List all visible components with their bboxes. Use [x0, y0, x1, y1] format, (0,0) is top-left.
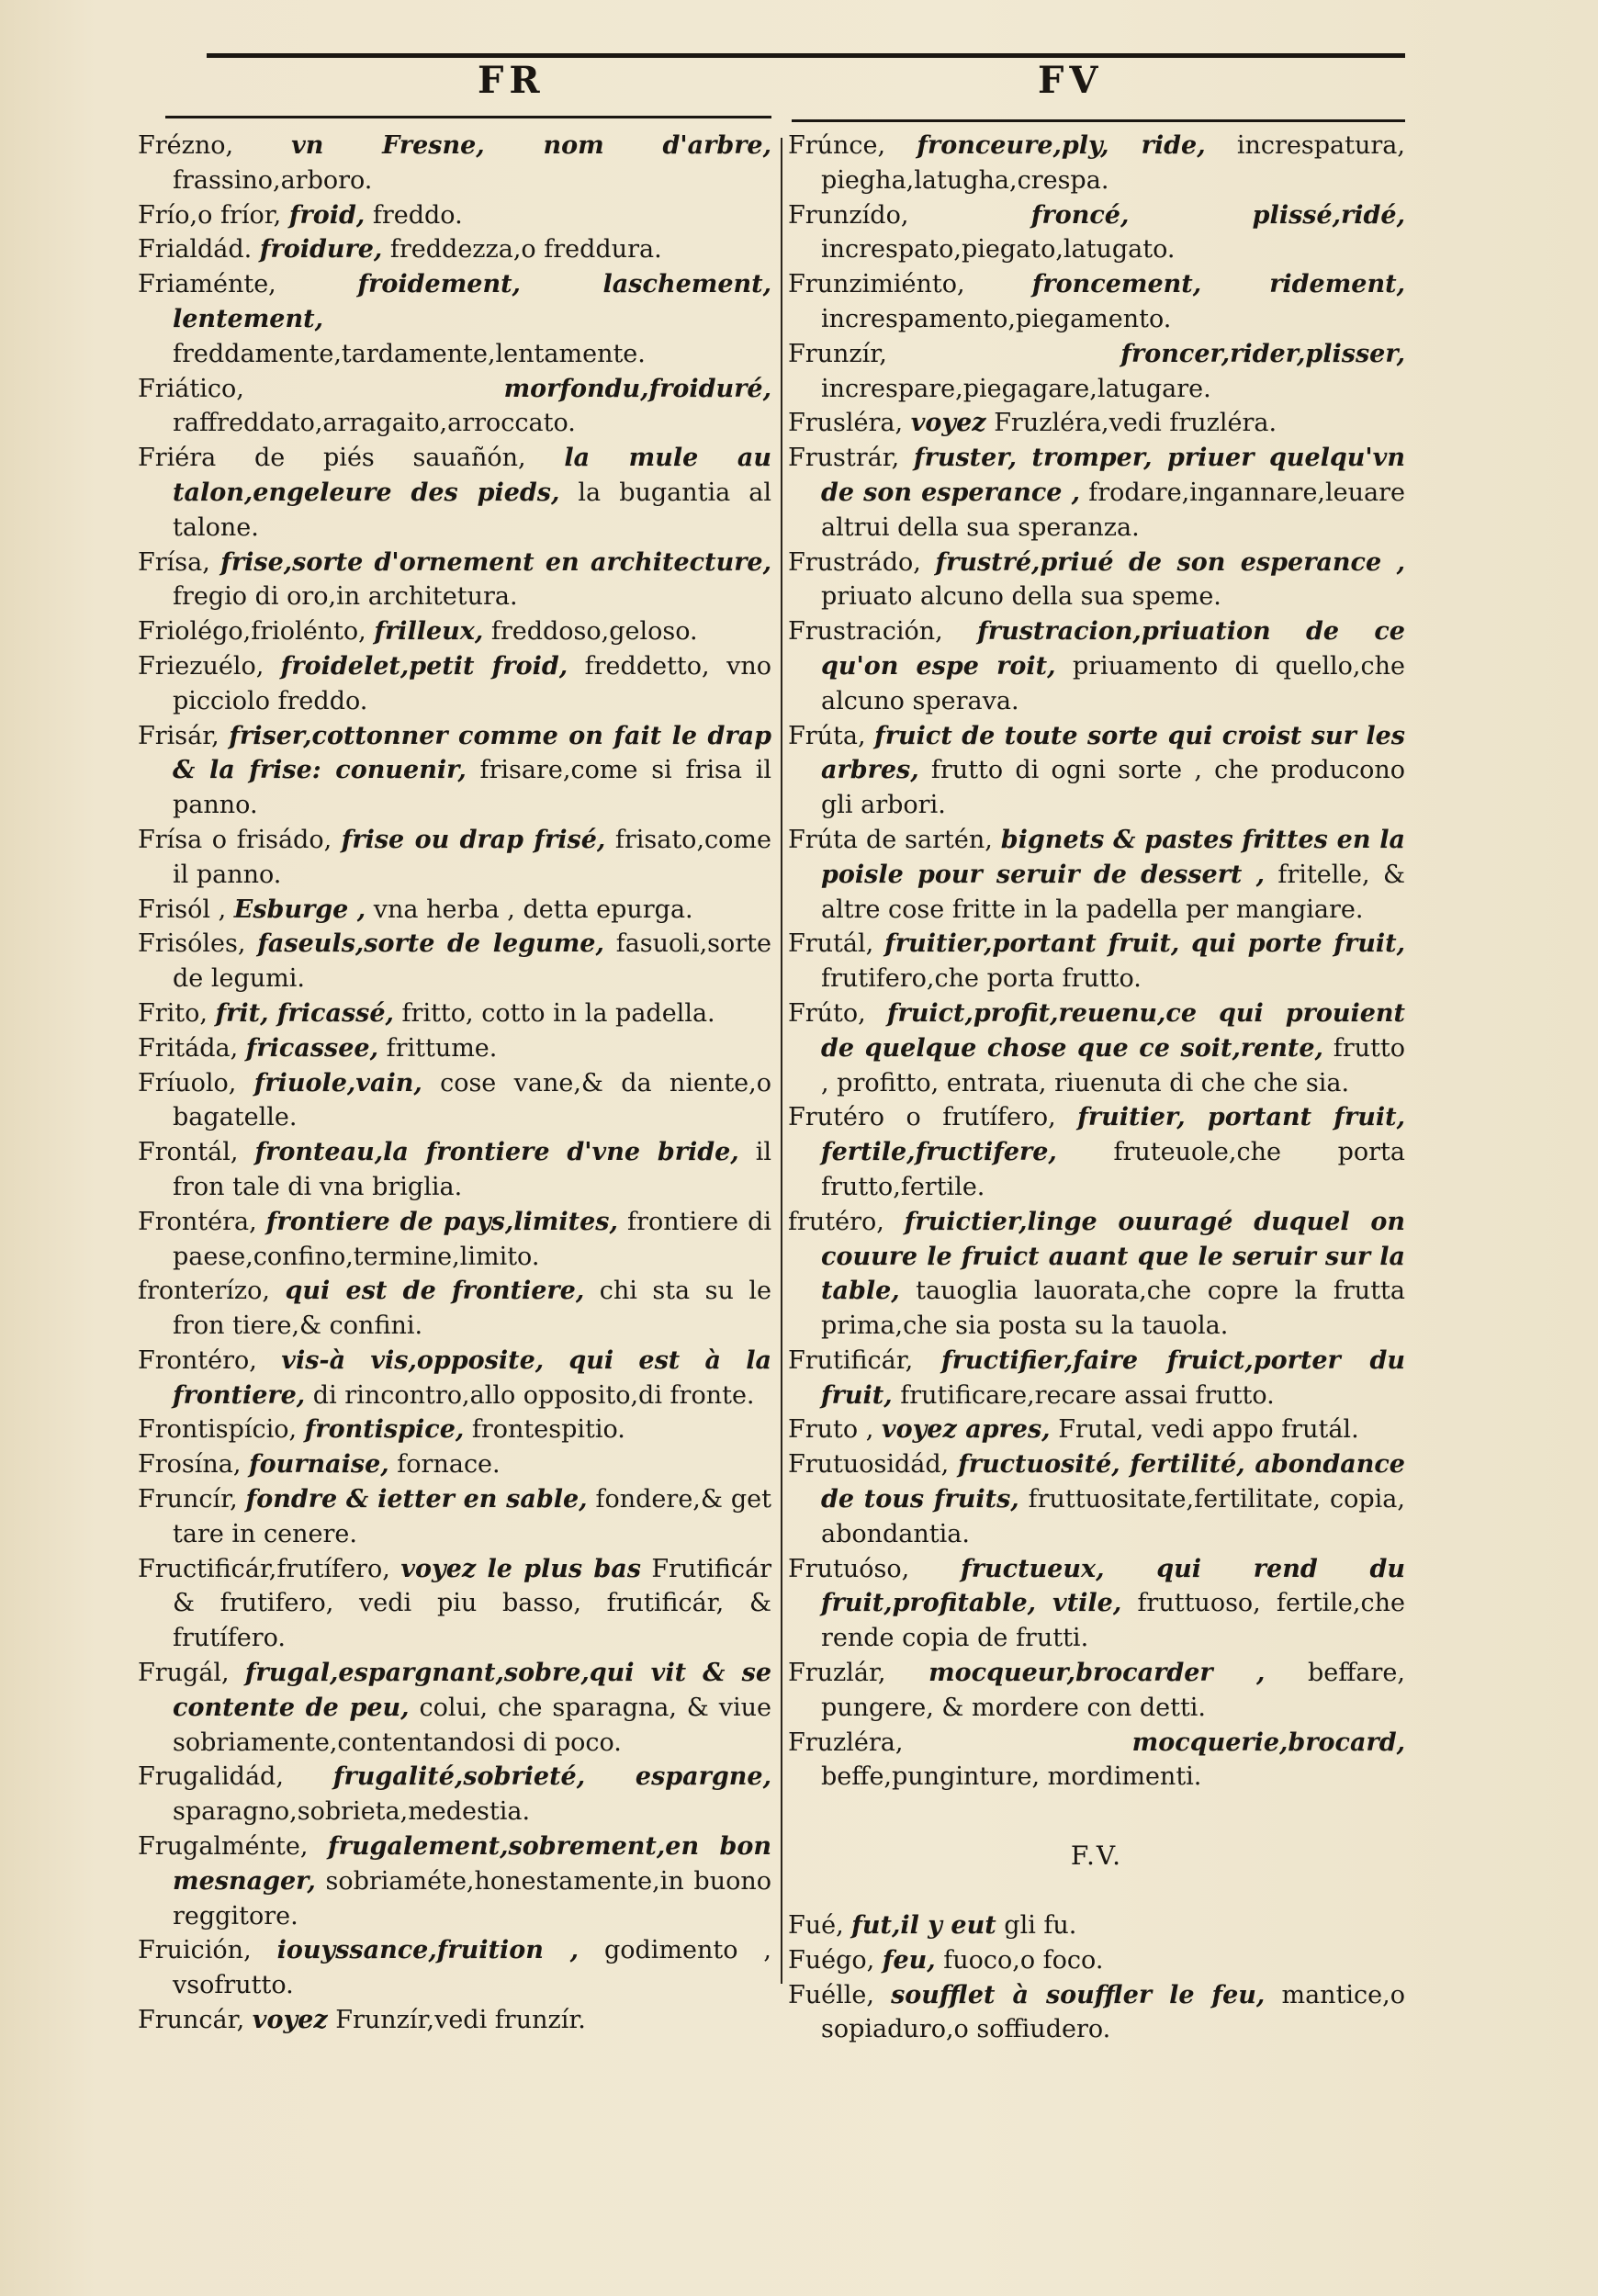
entry-french: morfondu,froiduré,: [503, 374, 771, 403]
entry-italian: vna herba , detta epurga.: [373, 895, 693, 924]
entry-french: faseuls,sorte de legume,: [257, 929, 604, 959]
dictionary-entry: [788, 927, 1405, 996]
dictionary-entry: [788, 1344, 1405, 1413]
entry-french: frugal,espargnant,sobre,qui vit & se contente de peu,: [173, 1659, 771, 1722]
entry-headword: Fruzlár,: [788, 1659, 886, 1688]
entry-headword: Frúnce,: [788, 131, 886, 160]
section-heading: F.V.: [1070, 1840, 1123, 1872]
entry-italian: Frutificár & frutifero, vedi piu basso, frutificár, & frutífero.: [173, 1554, 771, 1653]
left-head-rule: [165, 116, 771, 118]
entry-italian: fritto, cotto in la padella.: [401, 998, 715, 1028]
dictionary-entry: [788, 198, 1405, 268]
dictionary-entry: [788, 1552, 1405, 1656]
entry-italian: increspare,piegagare,latugare.: [821, 374, 1211, 403]
entry-french: fruict,profit,reuenu,ce qui prouient de quelque chose que ce soit,rente,: [821, 998, 1405, 1063]
entry-french: mocqueur,brocarder ,: [928, 1659, 1266, 1688]
dictionary-entry: [788, 129, 1405, 198]
entry-italian: priuato alcuno della sua speme.: [821, 582, 1221, 612]
dictionary-entry: [138, 2003, 771, 2038]
entry-headword: Frontéra,: [138, 1207, 257, 1236]
entry-headword: Frúto,: [788, 998, 866, 1028]
dictionary-entry: [788, 1447, 1405, 1551]
entry-french: fournaise,: [249, 1450, 389, 1480]
dictionary-entry: [138, 1482, 771, 1552]
entry-french: frilleux,: [374, 617, 484, 647]
entry-french: frit, fricassé,: [215, 998, 394, 1028]
dictionary-entry: [138, 1656, 771, 1760]
entry-italian: frittume.: [386, 1033, 498, 1063]
entry-french: vn Fresne, nom d'arbre,: [291, 131, 772, 160]
dictionary-entry: [138, 198, 771, 233]
dictionary-entry: [138, 267, 771, 371]
entry-headword: fronterízo,: [138, 1277, 270, 1306]
entry-italian: fritelle, & altre cose fritte in la padella per mangiare.: [821, 860, 1406, 924]
entry-french: froidure,: [259, 235, 383, 264]
dictionary-entry: [788, 1205, 1405, 1344]
entry-french: friser,cottonner comme on fait le drap & la frise: conuenir,: [173, 721, 771, 785]
entry-headword: Fritáda,: [138, 1033, 239, 1063]
entry-italian: fasuoli,sorte de legumi.: [173, 929, 772, 994]
entry-italian: frutifero,che porta frutto.: [821, 964, 1142, 994]
entry-italian: fruttuoso, fertile,che rende copia de frutti.: [821, 1589, 1405, 1653]
dictionary-entry: [138, 1031, 771, 1066]
top-rule: [207, 53, 1405, 58]
entry-french: fronceure,ply, ride,: [917, 131, 1206, 160]
entry-italian: Frutal, vedi appo frutál.: [1058, 1415, 1359, 1445]
entry-italian: priuamento di quello,che alcuno sperava.: [821, 651, 1405, 715]
entry-headword: Frunzído,: [788, 200, 909, 230]
entry-headword: Frontéro,: [138, 1345, 257, 1375]
dictionary-entry: [788, 441, 1405, 545]
entry-french: fut,il y eut: [851, 1911, 996, 1941]
right-head-rule: [792, 119, 1405, 122]
entry-italian: increspatura, piegha,latugha,crespa.: [821, 131, 1405, 195]
entry-french: iouyssance,fruition ,: [276, 1936, 579, 1965]
entry-headword: Friolégo,frioléntо,: [138, 617, 366, 647]
entry-italian: fornace.: [397, 1450, 501, 1480]
dictionary-entry: [788, 406, 1405, 441]
entry-french: voyez le plus bas: [400, 1554, 641, 1583]
dictionary-entry: [138, 1135, 771, 1205]
entry-italian: frisare,come si frisa il panno.: [173, 756, 771, 820]
entry-headword: Frisóles,: [138, 929, 246, 959]
entry-headword: Frontispício,: [138, 1415, 298, 1445]
entry-french: fruitier, portant fruit, fertile,fructifere,: [821, 1103, 1406, 1167]
entry-french: voyez apres,: [881, 1415, 1051, 1445]
entry-italian: frontiere di paese,confino,termine,limito.: [173, 1207, 772, 1271]
entry-italian: frontespitio.: [471, 1415, 625, 1445]
entry-italian: cose vane,& da niente,o bagatelle.: [173, 1068, 771, 1132]
entry-headword: Frutuosidád,: [788, 1450, 950, 1480]
entry-headword: Frialdád.: [138, 235, 253, 264]
entry-headword: Friéra de piés sauañón,: [138, 444, 526, 473]
entry-italian: increspato,piegato,latugato.: [821, 235, 1176, 264]
entry-headword: Frusléra,: [788, 409, 904, 438]
dictionary-entry: [138, 441, 771, 545]
entry-french: froidelet,petit froid,: [280, 651, 568, 681]
dictionary-entry: [138, 372, 771, 442]
entry-french: frugalité,sobrieté, espargne,: [332, 1762, 771, 1792]
entry-italian: frassino,arboro.: [173, 165, 373, 195]
entry-headword: Fuégo,: [788, 1945, 875, 1975]
entry-headword: Frísa o frisádo,: [138, 825, 332, 854]
entry-french: frise,sorte d'ornement en architecture,: [220, 547, 772, 577]
entry-headword: frutéro,: [788, 1207, 884, 1236]
entry-french: fruitier,portant fruit, qui porte fruit,: [884, 929, 1405, 959]
entry-french: voyez: [252, 2006, 328, 2035]
dictionary-entry: [788, 1656, 1405, 1726]
dictionary-entry: [138, 893, 771, 928]
dictionary-entry: [788, 1908, 1405, 1943]
dictionary-entry: [138, 546, 771, 615]
entry-italian: gli fu.: [1004, 1911, 1077, 1941]
entry-french: froncer,rider,plisser,: [1120, 339, 1405, 368]
entry-headword: Frustrádo,: [788, 547, 921, 577]
entry-italian: freddoso,geloso.: [490, 617, 698, 647]
entry-headword: Fruto ,: [788, 1415, 874, 1445]
entry-italian: chi sta su le fron tiere,& confini.: [173, 1277, 771, 1341]
entry-headword: Frugalidád,: [138, 1762, 284, 1792]
entry-italian: frutto di ogni sorte , che producono gli arbori.: [821, 756, 1405, 820]
entry-headword: Fríuolo,: [138, 1068, 237, 1097]
entry-french: frugalement,sobrement,en bon mesnager,: [173, 1832, 771, 1896]
dictionary-entry: [788, 1412, 1405, 1447]
entry-headword: Fuélle,: [788, 1980, 874, 2009]
entry-french: Esburge ,: [233, 895, 366, 924]
dictionary-entry: [788, 337, 1405, 407]
entry-french: froncement, ridement,: [1031, 270, 1405, 299]
entry-headword: Frustración,: [788, 617, 943, 647]
column-divider: [781, 138, 782, 1984]
dictionary-entry: [788, 1100, 1405, 1204]
entry-headword: Frío,o fríor,: [138, 200, 282, 230]
entry-italian: godimento , vsofrutto.: [173, 1936, 772, 2000]
dictionary-entry: [788, 614, 1405, 718]
dictionary-entry: [788, 1726, 1405, 1795]
dictionary-entry: [788, 267, 1405, 337]
entry-french: fricassee,: [245, 1033, 378, 1063]
entry-headword: Frutificár,: [788, 1345, 914, 1375]
entry-headword: Friático,: [138, 374, 244, 403]
entry-italian: frutto , profitto, entrata, riuenuta di che che sia.: [821, 1033, 1405, 1097]
left-column: [138, 129, 771, 2038]
entry-headword: Frúta de sartén,: [788, 825, 993, 854]
running-head-right: FV: [1038, 59, 1104, 102]
entry-headword: Fruzléra,: [788, 1728, 904, 1757]
entry-french: frontiere de pays,limites,: [265, 1207, 618, 1236]
entry-headword: Frisól ,: [138, 895, 227, 924]
entry-headword: Fruición,: [138, 1936, 252, 1965]
entry-italian: frodare,ingannare,leuare altrui della sua speranza.: [821, 478, 1405, 542]
entry-headword: Frísa,: [138, 547, 210, 577]
dictionary-entry: [138, 1066, 771, 1136]
entry-italian: fondere,& get tare in cenere.: [173, 1485, 771, 1548]
entry-italian: tauoglia lauorata,che copre la frutta prima,che sia posta su la tauola.: [821, 1277, 1405, 1341]
entry-headword: Frontál,: [138, 1138, 239, 1167]
dictionary-entry: [138, 1933, 771, 2003]
entry-italian: freddezza,o freddura.: [389, 235, 662, 264]
entry-french: la mule au talon,engeleure des pieds,: [173, 444, 772, 507]
dictionary-entry: [138, 614, 771, 649]
right-column-entries: [788, 129, 1405, 1795]
entry-headword: Fruncár,: [138, 2006, 245, 2035]
entry-headword: Fruncír,: [138, 1485, 238, 1514]
entry-french: frustré,priué de son esperance ,: [935, 547, 1405, 577]
entry-italian: freddo.: [372, 200, 463, 230]
entry-headword: Fructificár,frutífero,: [138, 1554, 390, 1583]
entry-french: fruictier,linge ouuragé duquel on couure le fruict auant que le seruir sur la table,: [821, 1207, 1405, 1306]
entry-french: friuole,vain,: [253, 1068, 422, 1097]
entry-headword: Frugál,: [138, 1659, 230, 1688]
entry-french: froidement, laschement, lentement,: [173, 270, 771, 333]
dictionary-entry: [138, 1205, 771, 1275]
entry-italian: colui, che sparagna, & viue sobriamente,contentandosi di poco.: [173, 1693, 771, 1757]
entry-french: bignets & pastes frittes en la poisle pour seruir de dessert ,: [821, 825, 1405, 889]
entry-french: frontispice,: [304, 1415, 465, 1445]
entry-headword: Fué,: [788, 1911, 844, 1941]
entry-italian: fregio di oro,in architetura.: [173, 582, 518, 612]
dictionary-entry: [138, 1829, 771, 1933]
entry-french: fructuosité, fertilité, abondance de tous fruits,: [821, 1450, 1405, 1514]
dictionary-entry: [138, 1447, 771, 1482]
entry-french: froid,: [288, 200, 366, 230]
entry-headword: Frutál,: [788, 929, 874, 959]
dictionary-entry: [138, 129, 771, 198]
dictionary-entry: [138, 996, 771, 1031]
entry-french: frise ou drap frisé,: [341, 825, 606, 854]
entry-french: voyez: [910, 409, 986, 438]
entry-headword: Frunzír,: [788, 339, 887, 368]
entry-italian: sparagno,sobrieta,medestia.: [173, 1797, 531, 1827]
entry-italian: fruteuole,che porta frutto,fertile.: [821, 1138, 1405, 1201]
dictionary-entry: [138, 1552, 771, 1656]
entry-italian: freddetto, vno picciolo freddo.: [173, 651, 771, 715]
entry-italian: di rincontro,allo opposito,di fronte.: [312, 1380, 755, 1410]
entry-italian: fuoco,o foco.: [943, 1945, 1104, 1975]
entry-french: soufflet à souffler le feu,: [891, 1980, 1266, 2009]
entry-headword: Frézno,: [138, 131, 234, 160]
entry-italian: fruttuositate,fertilitate, copia, abondantia.: [821, 1485, 1405, 1548]
dictionary-entry: [138, 1274, 771, 1344]
entry-italian: sobriaméte,honestamente,in buono reggitore.: [173, 1866, 771, 1930]
entry-headword: Friezuélo,: [138, 651, 264, 681]
entry-headword: Frisár,: [138, 721, 219, 750]
dictionary-entry: [138, 1344, 771, 1413]
dictionary-entry: [138, 649, 771, 719]
entry-headword: Frosína,: [138, 1450, 242, 1480]
dictionary-entry: [138, 823, 771, 893]
dictionary-entry: [788, 823, 1405, 927]
entry-italian: frutificare,recare assai frutto.: [900, 1380, 1275, 1410]
entry-italian: frisato,come il panno.: [173, 825, 771, 889]
dictionary-entry: [788, 546, 1405, 615]
entry-french: fructifier,faire fruict,porter du fruit,: [821, 1345, 1405, 1410]
running-head-left: FR: [478, 59, 546, 102]
entry-headword: Frugalménte,: [138, 1832, 309, 1862]
dictionary-entry: [788, 719, 1405, 823]
entry-italian: il fron tale di vna briglia.: [173, 1138, 771, 1201]
entry-french: froncé, plissé,ridé,: [1030, 200, 1405, 230]
right-column: [788, 129, 1405, 2047]
entry-headword: Friaménte,: [138, 270, 276, 299]
entry-headword: Frúta,: [788, 721, 866, 750]
entry-headword: Frutéro o frutífero,: [788, 1103, 1056, 1132]
dictionary-entry: [788, 996, 1405, 1100]
dictionary-entry: [138, 1760, 771, 1829]
dictionary-entry: [138, 719, 771, 823]
right-column-fv-entries: [788, 1908, 1405, 2047]
dictionary-entry: [138, 927, 771, 996]
entry-headword: Frunzimiénto,: [788, 270, 965, 299]
entry-italian: raffreddato,arragaito,arroccato.: [173, 409, 576, 438]
entry-italian: la bugantia al talone.: [173, 478, 771, 542]
entry-headword: Frito,: [138, 998, 208, 1028]
entry-italian: beffare, pungere, & mordere con detti.: [821, 1659, 1405, 1722]
entry-italian: Frunzír,vedi frunzír.: [335, 2006, 586, 2035]
entry-french: fronteau,la frontiere d'vne bride,: [254, 1138, 739, 1167]
dictionary-entry: [138, 232, 771, 267]
entry-french: feu,: [882, 1945, 936, 1975]
entry-italian: increspamento,piegamento.: [821, 304, 1172, 333]
entry-italian: Fruzléra,vedi fruzléra.: [994, 409, 1277, 438]
entry-french: fructueux, qui rend du fruit,profitable, vtile,: [821, 1554, 1405, 1618]
entry-italian: mantice,o sopiaduro,o soffiudero.: [821, 1980, 1405, 2044]
entry-french: qui est de frontiere,: [285, 1277, 585, 1306]
entry-french: vis-à vis,opposite, qui est à la frontiere,: [173, 1345, 771, 1410]
entry-french: frustracion,priuation de ce qu'on espe roit,: [821, 617, 1405, 681]
entry-italian: freddamente,tardamente,lentamente.: [173, 339, 646, 368]
entry-french: fondre & ietter en sable,: [245, 1485, 588, 1514]
entry-headword: Frutuóso,: [788, 1554, 910, 1583]
dictionary-entry: [788, 1978, 1405, 2048]
entry-french: mocquerie,brocard,: [1131, 1728, 1405, 1757]
entry-french: fruster, tromper, priuer quelqu'vn de son esperance ,: [821, 444, 1405, 507]
dictionary-entry: [138, 1412, 771, 1447]
entry-italian: beffe,punginture, mordimenti.: [821, 1762, 1202, 1792]
entry-french: fruict de toute sorte qui croist sur les arbres,: [821, 721, 1405, 785]
dictionary-entry: [788, 1943, 1405, 1978]
entry-headword: Frustrár,: [788, 444, 900, 473]
